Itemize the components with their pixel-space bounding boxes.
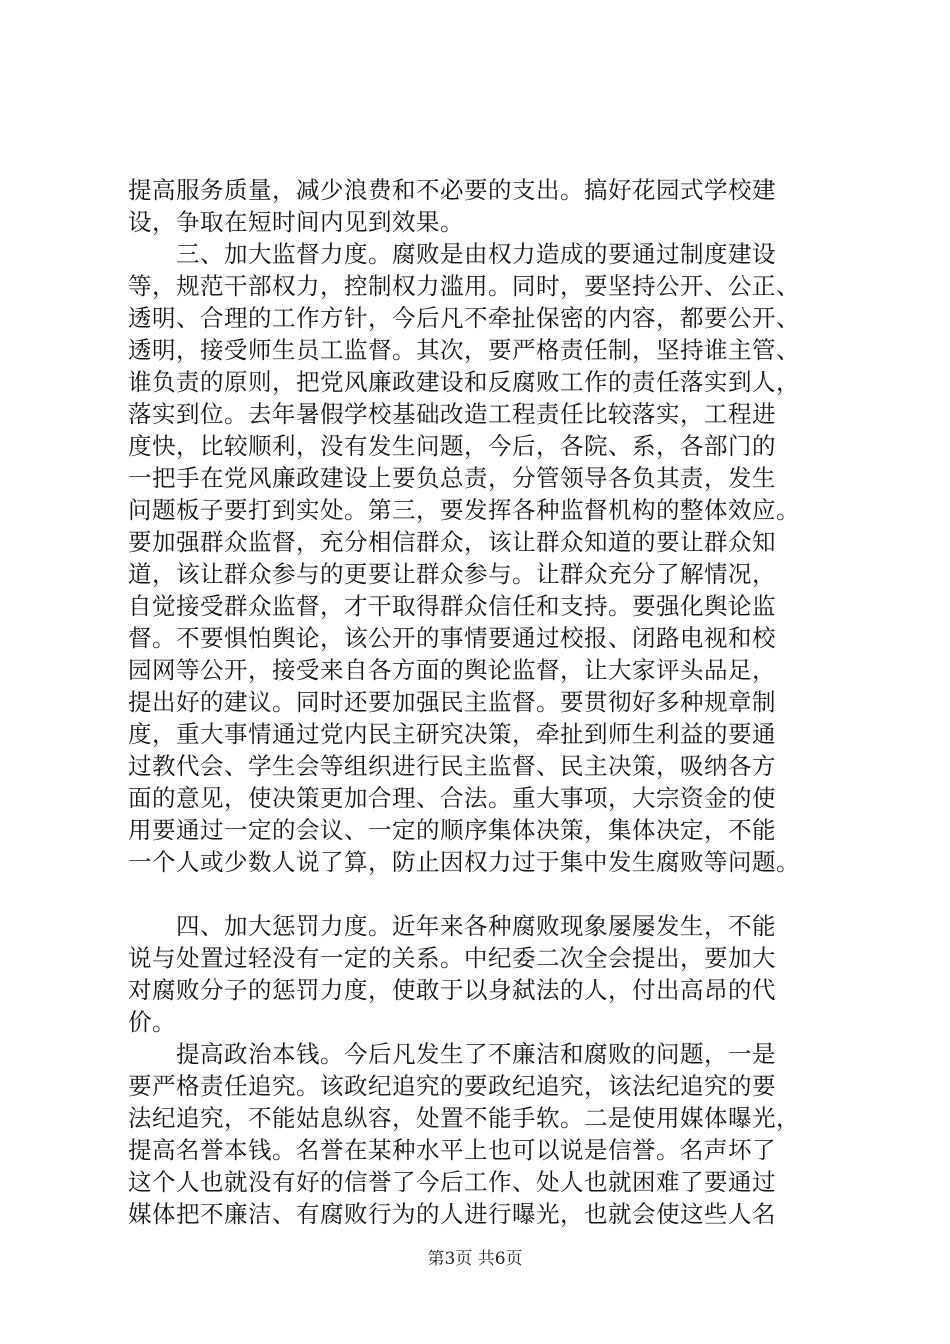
text-line: 设，争取在短时间内见到效果。 — [128, 208, 464, 236]
text-line: 要加强群众监督，充分相信群众，该让群众知道的要让群众知 — [128, 528, 776, 556]
text-line: 三、加大监督力度。腐败是由权力造成的要通过制度建设 — [176, 240, 776, 268]
text-line: 度，重大事情通过党内民主研究决策，牵扯到师生利益的要通 — [128, 720, 776, 748]
text-line: 问题板子要打到实处。第三，要发挥各种监督机构的整体效应。 — [128, 496, 800, 524]
text-line: 面的意见，使决策更加合理、合法。重大事项，大宗资金的使 — [128, 784, 776, 812]
paragraph — [128, 910, 838, 1038]
text-line: 要严格责任追究。该政纪追究的要政纪追究，该法纪追究的要 — [128, 1072, 776, 1100]
text-line: 过教代会、学生会等组织进行民主监督、民主决策，吸纳各方 — [128, 752, 776, 780]
text-line: 透明，接受师生员工监督。其次，要严格责任制，坚持谁主管、 — [128, 336, 800, 364]
text-line: 提高政治本钱。今后凡发生了不廉洁和腐败的问题，一是 — [176, 1040, 776, 1068]
paragraph — [128, 174, 838, 238]
text-line: 督。不要惧怕舆论，该公开的事情要通过校报、闭路电视和校 — [128, 624, 776, 652]
text-line: 度快，比较顺利，没有发生问题，今后，各院、系，各部门的 — [128, 432, 776, 460]
text-line: 道，该让群众参与的更要让群众参与。让群众充分了解情况， — [128, 560, 776, 588]
paragraph — [128, 1038, 838, 1230]
text-line: 提高名誉本钱。名誉在某种水平上也可以说是信誉。名声坏了 — [128, 1136, 776, 1164]
text-line: 谁负责的原则，把党风廉政建设和反腐败工作的责任落实到人， — [128, 368, 800, 396]
text-line: 用要通过一定的会议、一定的顺序集体决策，集体决定，不能 — [128, 816, 776, 844]
text-line: 四、加大惩罚力度。近年来各种腐败现象屡屡发生，不能 — [176, 912, 776, 940]
text-line: 对腐败分子的惩罚力度，使敢于以身弑法的人，付出高昂的代 — [128, 976, 776, 1004]
text-line: 自觉接受群众监督，才干取得群众信任和支持。要强化舆论监 — [128, 592, 776, 620]
text-line: 园网等公开，接受来自各方面的舆论监督，让大家评头品足， — [128, 656, 776, 684]
paragraph-gap — [128, 878, 838, 910]
text-line: 等，规范干部权力，控制权力滥用。同时，要坚持公开、公正、 — [128, 272, 800, 300]
text-line: 法纪追究，不能姑息纵容，处置不能手软。二是使用媒体曝光， — [128, 1104, 800, 1132]
text-line: 一把手在党风廉政建设上要负总责，分管领导各负其责，发生 — [128, 464, 776, 492]
text-line: 媒体把不廉洁、有腐败行为的人进行曝光，也就会使这些人名 — [128, 1200, 776, 1228]
text-line: 一个人或少数人说了算，防止因权力过于集中发生腐败等问题。 — [128, 848, 800, 876]
text-line: 这个人也就没有好的信誉了今后工作、处人也就困难了要通过 — [128, 1168, 776, 1196]
page-footer: 第3页 共6页 — [427, 1249, 523, 1269]
text-line: 说与处置过轻没有一定的关系。中纪委二次全会提出，要加大 — [128, 944, 776, 972]
text-line: 提高服务质量，减少浪费和不必要的支出。搞好花园式学校建 — [128, 176, 776, 204]
text-line: 提出好的建议。同时还要加强民主监督。要贯彻好多种规章制 — [128, 688, 776, 716]
text-line: 透明、合理的工作方针，今后凡不牵扯保密的内容，都要公开、 — [128, 304, 800, 332]
text-line: 价。 — [128, 1008, 176, 1036]
text-line: 落实到位。去年暑假学校基础改造工程责任比较落实，工程进 — [128, 400, 776, 428]
paragraph — [128, 238, 838, 878]
document-body — [128, 174, 838, 1230]
